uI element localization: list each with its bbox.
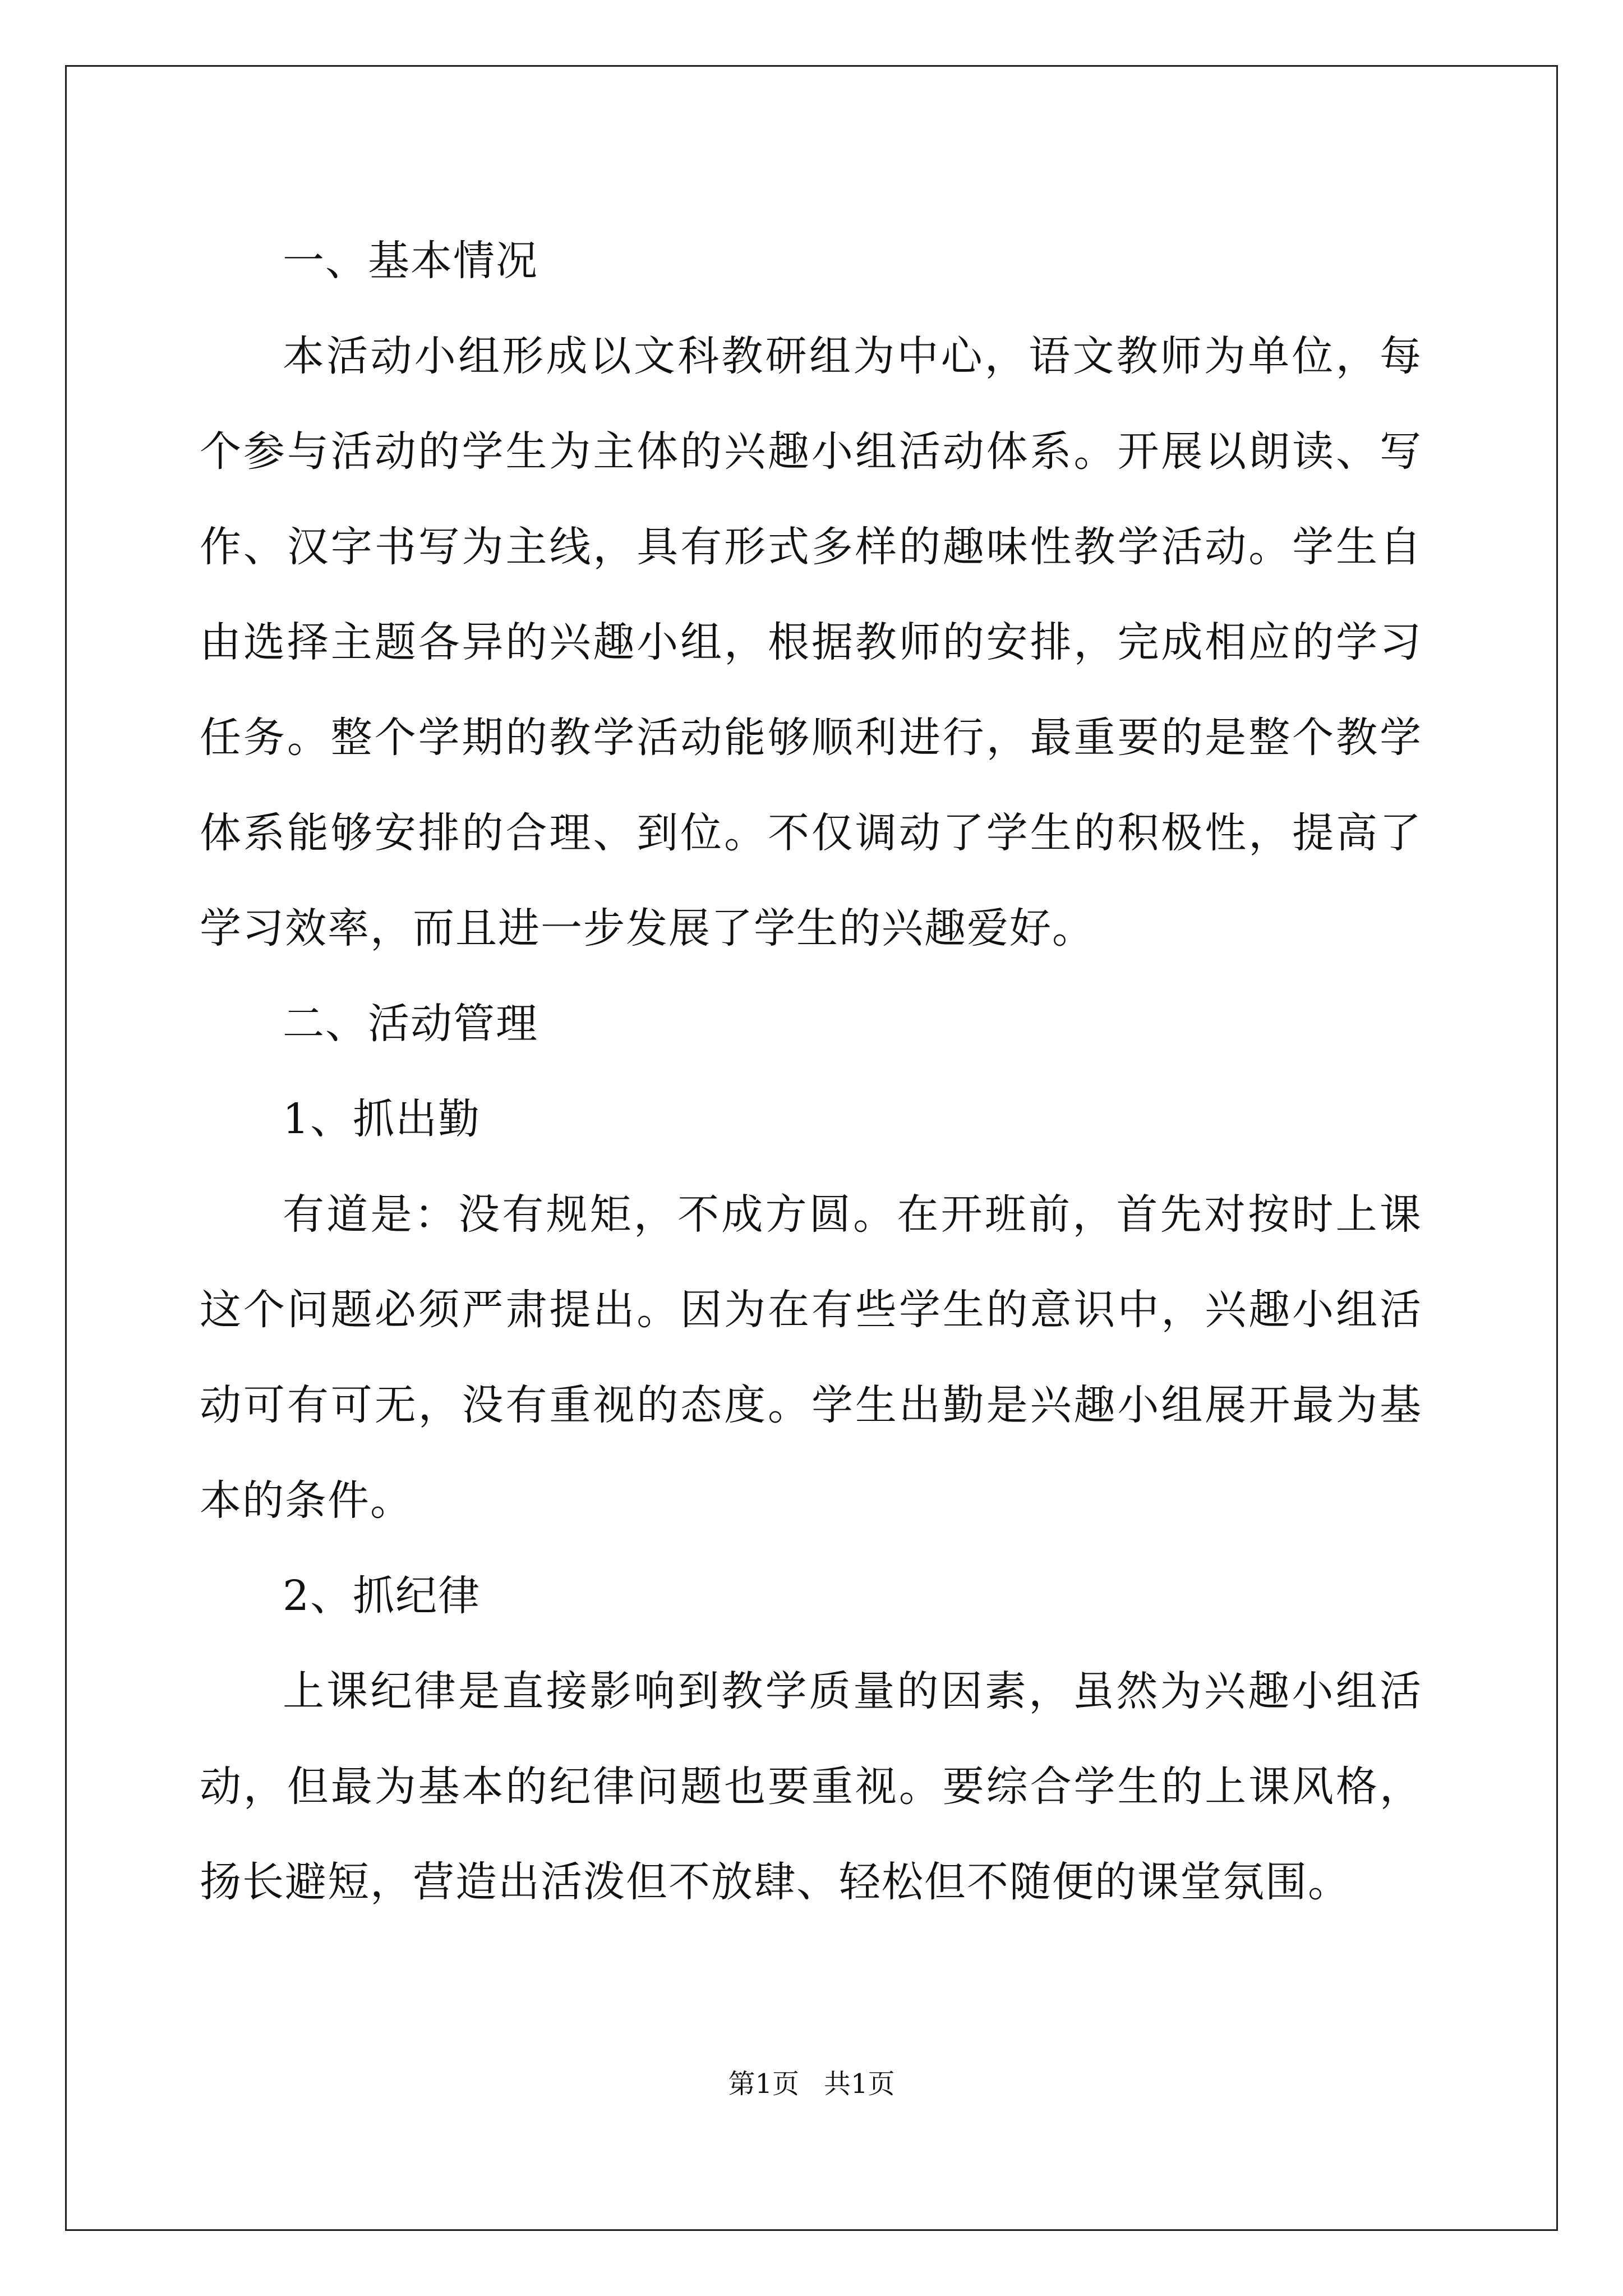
paragraph-attendance: 有道是：没有规矩，不成方圆。在开班前，首先对按时上课这个问题必须严肃提出。因为在有些学生的意识中，兴趣小组活动可有可无，没有重视的态度。学生出勤是兴趣小组展开最为基本的条件。: [200, 1190, 1422, 1525]
section-heading-basic-situation: 一、基本情况: [283, 237, 538, 285]
paragraph-basic-situation: 本活动小组形成以文科教研组为中心，语文教师为单位，每个参与活动的学生为主体的兴趣小组活动体系。开展以朗读、写作、汉字书写为主线，具有形式多样的趣味性教学活动。学生自由选择主题各异的兴趣小组，根据教师的安排，完成相应的学习任务。整个学期的教学活动能够顺利进行，最重要的是整个教学体系能够安排的合理、到位。不仅调动了学生的积极性，提高了学习效率，而且进一步发展了学生的兴趣爱好。: [200, 332, 1422, 953]
section-heading-activity-management: 二、活动管理: [283, 1000, 538, 1048]
page-number-current: 第1页: [728, 2068, 799, 2100]
paragraph-discipline: 上课纪律是直接影响到教学质量的因素，虽然为兴趣小组活动，但最为基本的纪律问题也要重视。要综合学生的上课风格，扬长避短，营造出活泼但不放肆、轻松但不随便的课堂氛围。: [200, 1667, 1422, 1906]
document-body: [200, 213, 1422, 1930]
page-footer: [0, 2067, 1623, 2101]
page-number-total: 共1页: [824, 2068, 895, 2100]
subheading-attendance: 1、抓出勤: [283, 1095, 481, 1143]
subheading-discipline: 2、抓纪律: [283, 1572, 481, 1620]
